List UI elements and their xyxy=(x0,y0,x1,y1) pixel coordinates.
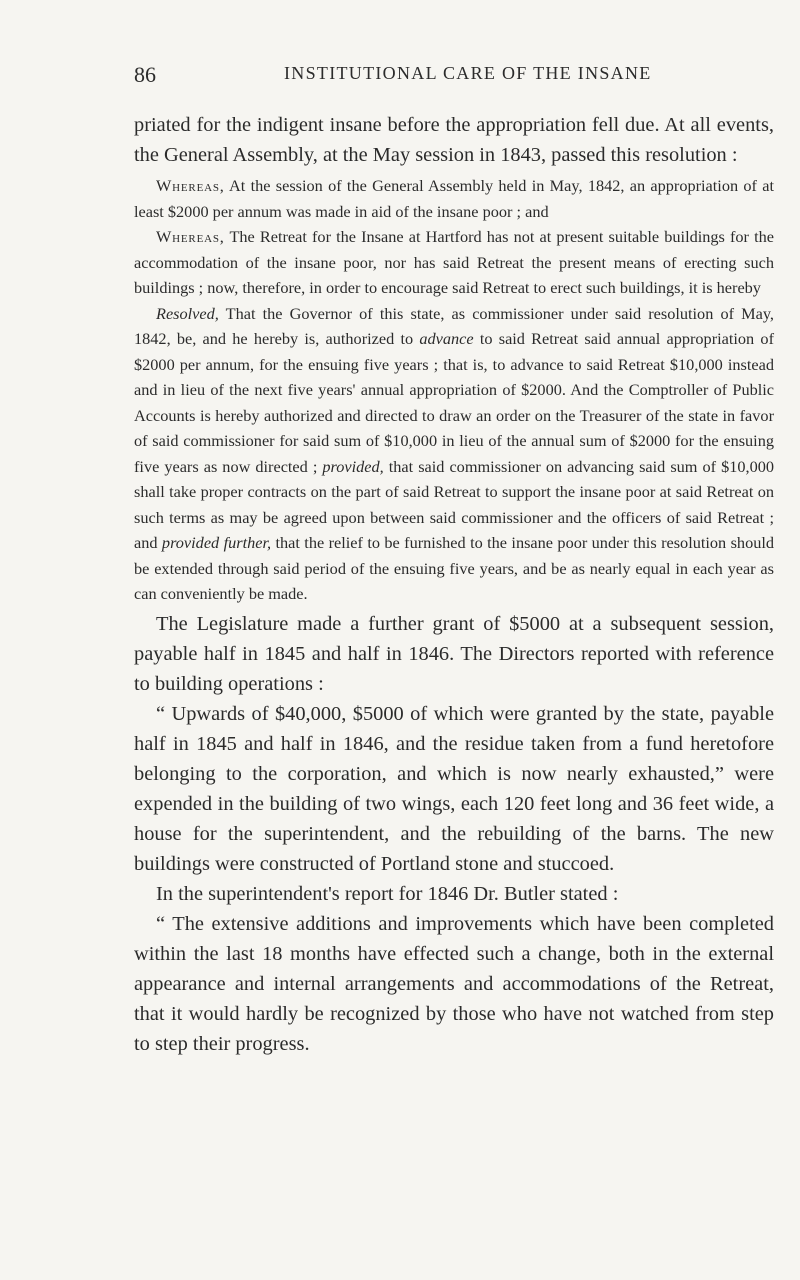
running-head xyxy=(134,62,774,88)
whereas-text-1: At the session of the General Assembly held in May, 1842, an appropriation of at least $2000 per annum was made in aid of the insane poor ; and xyxy=(134,176,774,221)
quoted-whereas-1 xyxy=(134,173,774,224)
running-title: INSTITUTIONAL CARE OF THE INSANE xyxy=(284,63,652,83)
quoted-whereas-2 xyxy=(134,224,774,301)
resolved-lead: Resolved, xyxy=(156,303,219,323)
quoted-resolved xyxy=(134,301,774,607)
resolved-text-4: that the relief to be furnished to the insane poor under this resolution should be extended through said period of the ensuing five years, and be as nearly equal in each year as can conveniently be made. xyxy=(134,533,775,603)
advance-italic: advance xyxy=(419,329,474,348)
paragraph-legislature: The Legislature made a further grant of $5000 at a subsequent session, payable half in 1845 and half in 1846. The Directors reported with reference to building operations : xyxy=(134,612,774,695)
body-text xyxy=(134,110,774,1059)
paragraph-directors-quote: “ Upwards of $40,000, $5000 of which were granted by the state, payable half in 1845 and half in 1846, and the residue taken from a fund heretofore belonging to the corporation, and which is now nearly exhausted,” were expended in the building of two wings, each 120 feet long and 36 feet wide, a house for the superintendent, and the rebuilding of the barns. The new buildings were constructed of Portland stone and stuccoed. xyxy=(134,702,774,875)
provided-further-italic: provided further, xyxy=(161,533,272,552)
resolved-text-2: to said Retreat said annual appropriation of $2000 per annum, for the ensuing five years ; that is, to advance to said Retreat $10,000 instead and in lieu of the next five years' annual appropriation of $2000. And the Comptroller of Public Accounts is hereby authorized and directed to draw an order on the Treasurer of the state in favor of said commissioner for said sum of $10,000 in lieu of the annual sum of $2000 for the ensuing five years as now directed ; xyxy=(134,329,774,476)
whereas-lead-2: Whereas, xyxy=(156,227,225,246)
whereas-lead-1: Whereas, xyxy=(156,176,225,195)
provided-italic: provided, xyxy=(322,456,384,476)
resolved-text-3: that said commissioner on advancing said sum of $10,000 shall take proper contracts on the part of said Retreat to support the insane poor at said Retreat on such terms as may be agreed upon between said commissioner and the officers of said Retreat ; and xyxy=(134,456,774,552)
paragraph-superintendent: In the superintendent's report for 1846 Dr. Butler stated : xyxy=(156,882,619,905)
paragraph-butler-quote: “ The extensive additions and improvements which have been completed within the last 18 months have effected such a change, both in the external appearance and internal arrangements and accommodations of the Retreat, that it would hardly be recognized by those who have not watched from step to step their progress. xyxy=(134,912,774,1055)
paragraph-opening: priated for the indigent insane before the appropriation fell due. At all events, the General Assembly, at the May session in 1843, passed this resolution : xyxy=(134,114,774,166)
resolved-text-1: That the Governor of this state, as commissioner under said resolution of May, 1842, be, and he hereby is, authorized to xyxy=(134,303,774,348)
whereas-text-2: The Retreat for the Insane at Hartford has not at present suitable buildings for the accommodation of the insane poor, nor has said Retreat the present means of erecting such buildings ; now, therefore, in order to encourage said Retreat to erect such buildings, it is hereby xyxy=(134,227,774,297)
page-number: 86 xyxy=(134,62,156,87)
